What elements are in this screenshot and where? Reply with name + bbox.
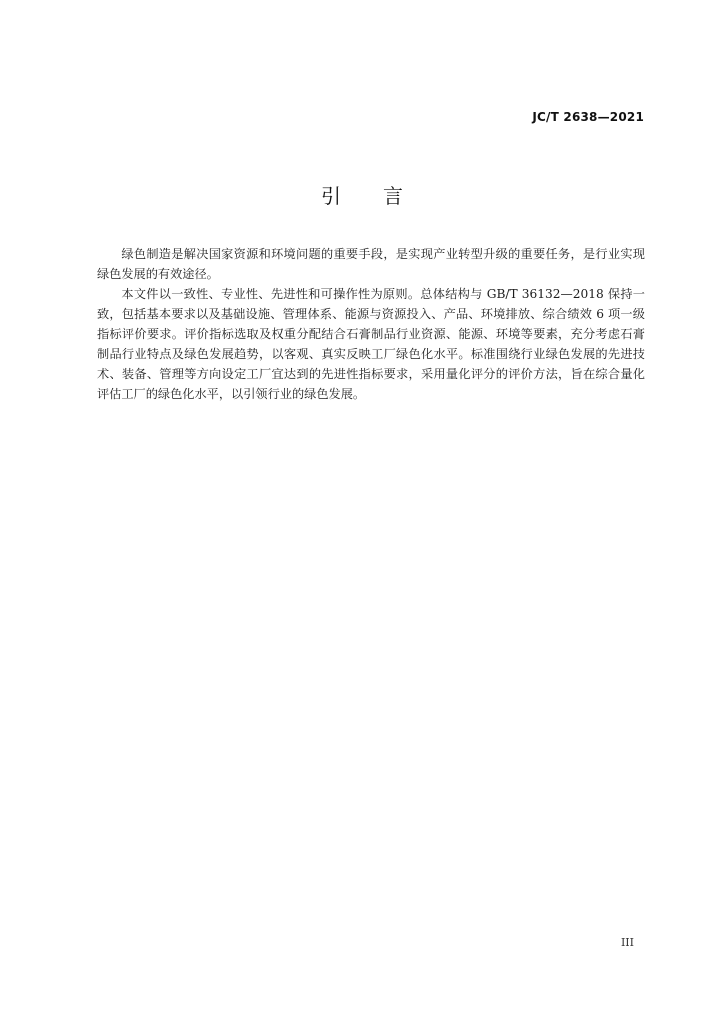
paragraph-2: 本文件以一致性、专业性、先进性和可操作性为原则。总体结构与 GB/T 36132—2018 保持一致，包括基本要求以及基础设施、管理体系、能源与资源投入、产品、环境排放、综合绩效 6 项一级指标评价要求。评价指标选取及权重分配结合石膏制品行业资源、能源、环境等要素，充分考虑石膏制品行业特点及绿色发展趋势，以客观、真实反映工厂绿色化水平。标准围绕行业绿色发展的先进技术、装备、管理等方向设定工厂宜达到的先进性指标要求，采用量化评分的评价方法，旨在综合量化评估工厂的绿色化水平，以引领行业的绿色发展。: [97, 287, 645, 401]
page-title: [0, 180, 724, 209]
introduction-body: [97, 244, 645, 404]
document-code: JC/T 2638—2021: [532, 110, 644, 124]
title-char-1: 引: [321, 184, 341, 208]
page-number: III: [620, 936, 634, 949]
paragraph-1: 绿色制造是解决国家资源和环境问题的重要手段，是实现产业转型升级的重要任务，是行业实现绿色发展的有效途径。: [97, 247, 645, 281]
title-char-2: 言: [383, 184, 403, 208]
